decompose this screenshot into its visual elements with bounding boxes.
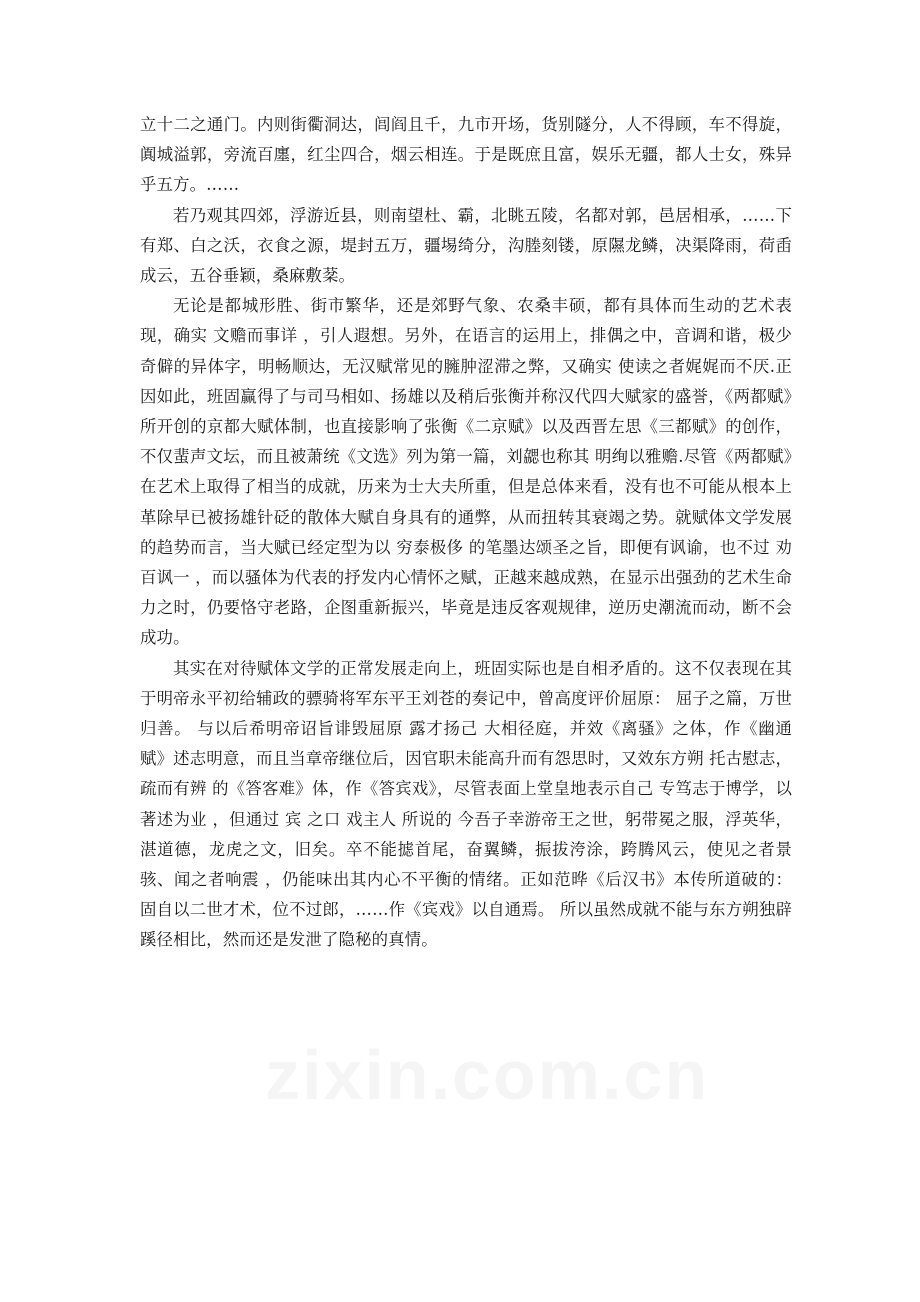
paragraph-1: 立十二之通门。内则街衢洞达，闾阎且千，九市开场，货别隧分，人不得顾，车不得旋，阗城溢郭，旁流百廛，红尘四合，烟云相连。于是既庶且富，娱乐无疆，都人士女，殊异乎五方。……: [140, 115, 792, 195]
watermark: zixin.com.cn: [265, 1036, 710, 1114]
paragraph-2: 若乃观其四郊，浮游近县，则南望杜、霸，北眺五陵，名都对郭，邑居相承，……下有郑、白之沃，衣食之源，堤封五万，疆埸绮分，沟塍刻镂，原隰龙鳞，决渠降雨，荷臿成云，五谷垂颖，桑麻敷棻。: [140, 205, 792, 286]
paragraph-3: 无论是都城形胜、街市繁华，还是郊野气象、农桑丰硕，都有具体而生动的艺术表现，确实 文赡而事详 ，引人遐想。另外，在语言的运用上，排偶之中，音调和谐，极少奇僻的异体字，明畅顺达，无汉赋常见的臃肿涩滞之弊，又确实 使读之者娓娓而不厌.正因如此，班固赢得了与司马相如、扬雄以及稍后张衡并称汉代四大赋家的盛誉，《两都赋》所开创的京都大赋体制，也直接影响了张衡《二京赋》以及西晋左思《三都赋》的创作，不仅蜚声文坛，而且被萧统《文选》列为第一篇，刘勰也称其 明绚以雅赡.尽管《两都赋》在艺术上取得了相当的成就，历来为士大夫所重，但是总体来看，没有也不可能从根本上革除早已被扬雄针砭的散体大赋自身具有的通弊，从而扭转其衰竭之势。就赋体文学发展的趋势而言，当大赋已经定型为以 穷泰极侈 的笔墨达颂圣之旨，即便有讽谕，也不过 劝百讽一 ，而以骚体为代表的抒发内心情怀之赋，正越来越成熟，在显示出强劲的艺术生命力之时，仍要恪守老路，企图重新振兴，毕竟是违反客观规律，逆历史潮流而动，断不会成功。: [140, 296, 792, 648]
paragraph-4: 其实在对待赋体文学的正常发展走向上，班固实际也是自相矛盾的。这不仅表现在其于明帝永平初给辅政的骠骑将军东平王刘苍的奏记中，曾高度评价屈原： 屈子之篇，万世归善。 与以后希明帝诏旨诽毁屈原 露才扬己 大相径庭，并效《离骚》之体，作《幽通赋》述志明意，而且当章帝继位后，因官职未能高升而有怨思时，又效东方朔 托古慰志，疏而有辨 的《答客难》体，作《答宾戏》，尽管表面上堂皇地表示自己 专笃志于博学，以著述为业 ，但通过 宾 之口 戏主人 所说的 今吾子幸游帝王之世，躬带冕之服，浮英华，湛道德，龙虎之文，旧矣。卒不能摅首尾，奋翼鳞，振拔洿涂，跨腾风云，使见之者景骇、闻之者响震 ，仍能味出其内心不平衡的情绪。正如范晔《后汉书》本传所道破的： 固自以二世才术，位不过郎，……作《宾戏》以自通焉。 所以虽然成就不能与东方朔独辟蹊径相比，然而还是发泄了隐秘的真情。: [140, 658, 792, 950]
document-body: [140, 110, 792, 956]
